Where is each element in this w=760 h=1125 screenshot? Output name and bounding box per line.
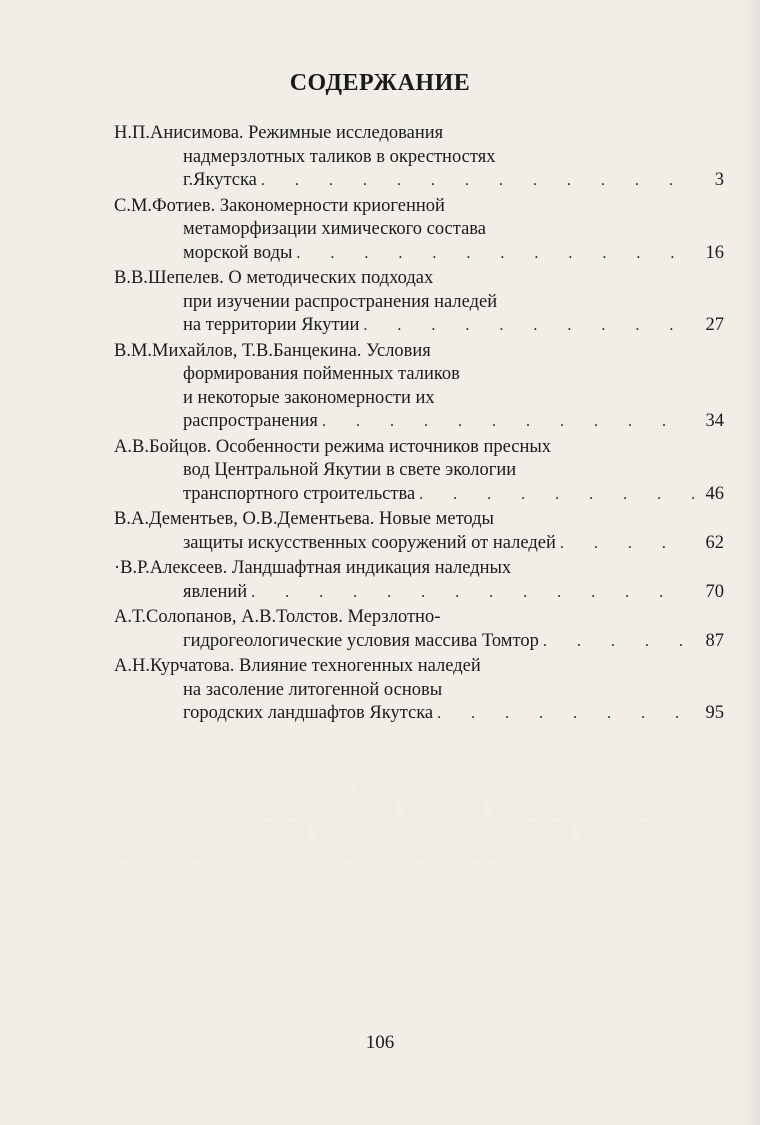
toc-page-number: 3: [714, 170, 724, 190]
toc-entry-last-line: [114, 630, 724, 654]
toc-entry-line: В.В.Шепелев. О методических подходах: [114, 268, 434, 288]
toc-page-number: 62: [705, 532, 724, 553]
toc-entry-last-line: [114, 483, 724, 507]
toc-entry-line: В.М.Михайлов, Т.В.Банцекина. Условия: [114, 340, 431, 361]
toc-entry-last-line: [114, 702, 724, 726]
dot-leader: [419, 483, 694, 507]
toc-entry[interactable]: [114, 606, 724, 653]
page-number: 106: [365, 1032, 395, 1053]
toc-page-number: 46: [705, 483, 724, 504]
toc-entry-line: при изучении распространения наледей: [183, 291, 498, 312]
toc-entry-line: морской воды: [183, 242, 293, 263]
toc-entry[interactable]: [114, 655, 724, 726]
toc-entry-line: Н.П.Анисимова. Режимные исследования: [114, 123, 444, 143]
toc-entry-last-line: [114, 532, 724, 556]
toc-entry-line: транспортного строительства: [183, 483, 416, 504]
toc-page-number: 27: [705, 315, 724, 335]
toc-entry[interactable]: [114, 340, 724, 434]
dot-leader: [261, 169, 694, 193]
dot-leader: [296, 242, 694, 266]
toc-page-number: 70: [705, 581, 724, 602]
toc-entry-line: ·В.Р.Алексеев. Ландшафтная индикация наледных: [114, 558, 512, 578]
toc-entry-line: метаморфизации химического состава: [183, 219, 486, 239]
table-of-contents: [114, 122, 724, 728]
dot-leader: [363, 314, 694, 338]
toc-entry-last-line: [114, 314, 724, 338]
toc-entry[interactable]: [114, 508, 724, 555]
show-through-text: ░░░░░░ ░░░░░░░░ ░░░░░░ ░░░░░░░░░░ ░░░░░░░░ ░░░░░░░░░░░ ░░░░░░░░░░ ░ ░░░░░░░░░░░░░░░ ░░░░░░░ ░░ ░░░░░░░░░ ░░░░░░░ ░░░░░░░░░ ░░░░░░░░░░ ░░░░░░ ░░░░░░░░░ ░░░░░░ ░░░░░░░░░░ ░ ░░░░░░░░ ░░░░░░░░ ░░░░░░░░░░ ░░░░░░░░ ░: [84, 780, 714, 860]
toc-entry-line: С.М.Фотиев. Закономерности криогенной: [114, 195, 445, 216]
toc-entry[interactable]: [114, 195, 724, 266]
toc-page-number: 34: [705, 411, 724, 431]
toc-entry[interactable]: [114, 122, 724, 193]
toc-entry-line: формирования пойменных таликов: [183, 364, 460, 384]
toc-entry-line: распространения: [183, 411, 318, 431]
toc-entry[interactable]: [114, 436, 724, 507]
dot-leader: [251, 581, 694, 605]
toc-entry-line: городских ландшафтов Якутска: [183, 703, 434, 723]
dot-leader: [322, 410, 694, 434]
toc-page-number: 16: [705, 242, 724, 263]
toc-entry-line: гидрогеологические условия массива Томтор: [183, 630, 539, 651]
toc-entry-line: В.А.Дементьев, О.В.Дементьева. Новые методы: [114, 509, 494, 529]
page-edge-shadow: [742, 0, 760, 1125]
toc-entry-line: г.Якутска: [183, 170, 257, 190]
toc-entry-line: на территории Якутии: [183, 315, 360, 335]
toc-page-number: 87: [705, 630, 724, 651]
toc-entry-line: А.Т.Солопанов, А.В.Толстов. Мерзлотно-: [114, 607, 441, 627]
toc-entry[interactable]: [114, 557, 724, 604]
toc-entry-line: явлений: [183, 581, 248, 602]
toc-page-number: 95: [705, 703, 724, 723]
toc-entry-line: надмерзлотных таликов в окрестностях: [183, 146, 496, 167]
toc-entry-last-line: [114, 410, 724, 434]
page-title: СОДЕРЖАНИЕ: [289, 70, 471, 96]
toc-entry-line: А.В.Бойцов. Особенности режима источников пресных: [114, 436, 552, 457]
dot-leader: [543, 630, 694, 654]
dot-leader: [437, 702, 694, 726]
dot-leader: [560, 532, 694, 556]
toc-entry-last-line: [114, 242, 724, 266]
toc-entry-line: вод Центральной Якутии в свете экологии: [183, 460, 517, 480]
toc-entry-last-line: [114, 169, 724, 193]
toc-entry-line: и некоторые закономерности их: [183, 387, 435, 408]
toc-entry-line: А.Н.Курчатова. Влияние техногенных наледей: [114, 656, 481, 676]
toc-entry-last-line: [114, 581, 724, 605]
toc-entry[interactable]: [114, 267, 724, 338]
toc-entry-line: защиты искусственных сооружений от наледей: [183, 532, 556, 553]
toc-entry-line: на засоление литогенной основы: [183, 679, 443, 700]
